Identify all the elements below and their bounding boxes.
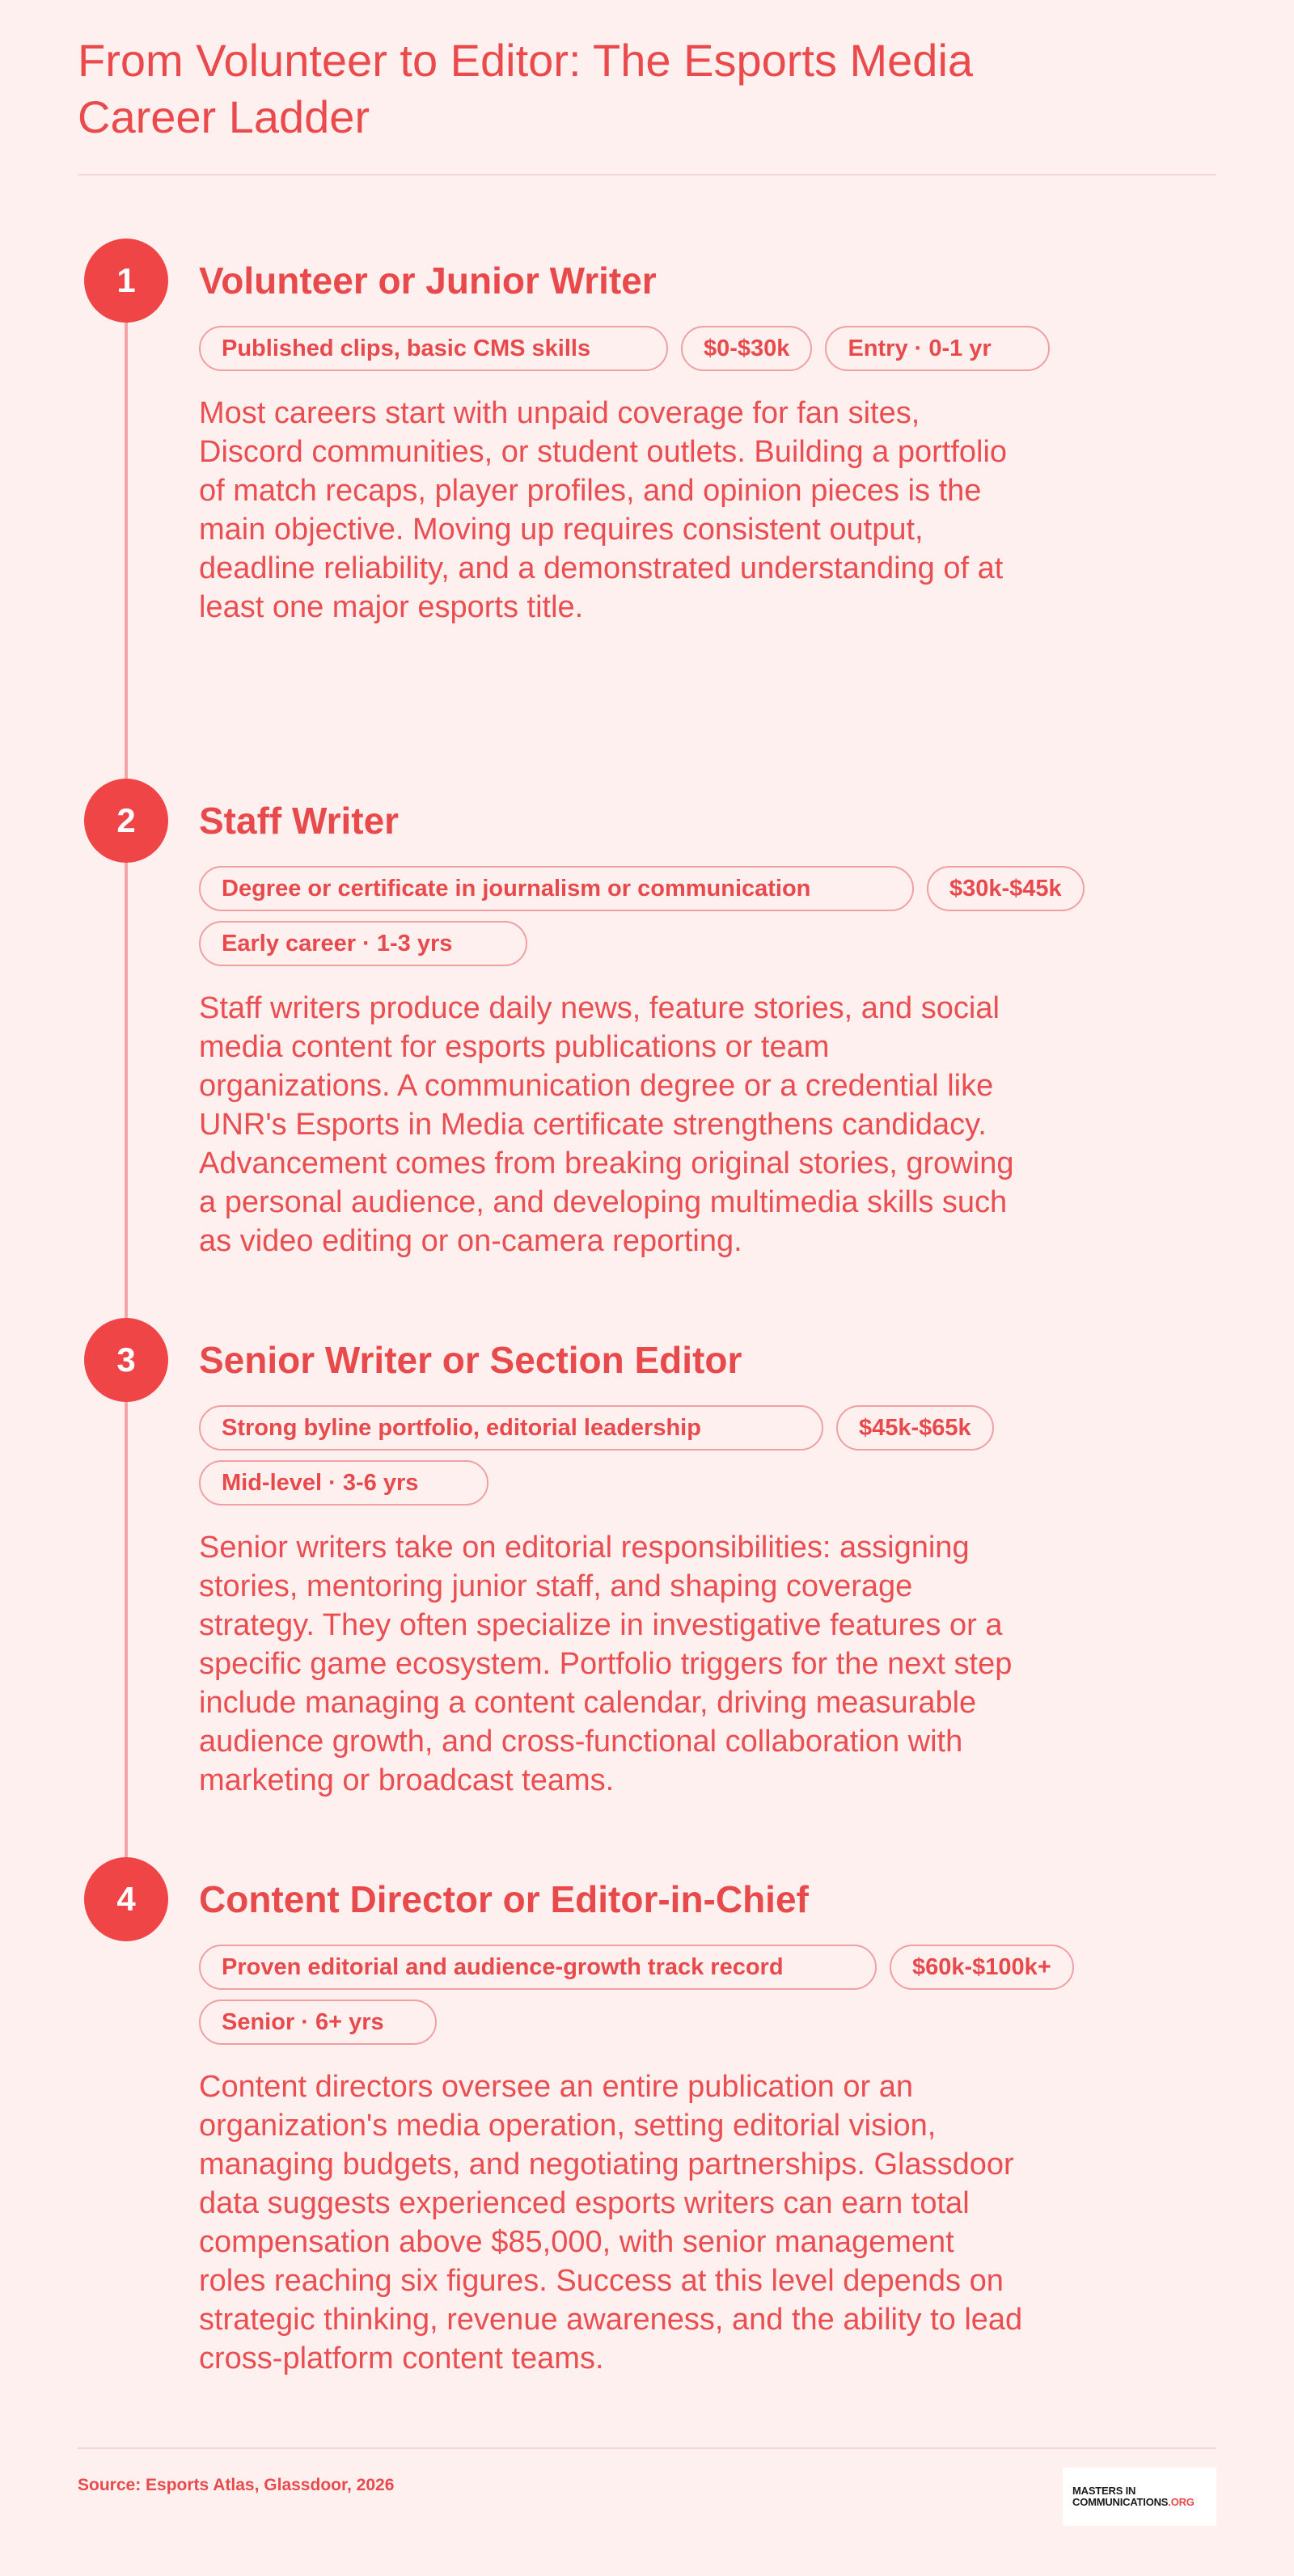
logo-line-1: MASTERS IN (1072, 2485, 1136, 2497)
step-tags (199, 1945, 1129, 2045)
step-number-badge: 4 (84, 1857, 168, 1941)
logo-line-2 (1072, 2497, 1216, 2508)
step-title: Senior Writer or Section Editor (199, 1339, 742, 1381)
level-tag: Early career · 1-3 yrs (199, 921, 527, 966)
step-body (199, 239, 1129, 627)
step-number-badge: 1 (84, 239, 168, 323)
brand-logo (1063, 2468, 1216, 2526)
level-tag: Mid-level · 3-6 yrs (199, 1460, 488, 1505)
step-number-badge: 2 (84, 779, 168, 863)
requirement-tag: Proven editorial and audience-growth track record (199, 1945, 877, 1990)
bottom-divider (78, 2447, 1216, 2449)
requirement-tag: Strong byline portfolio, editorial leadership (199, 1405, 823, 1451)
step-body (199, 779, 1129, 1261)
timeline-line (125, 279, 128, 1868)
salary-tag: $30k-$45k (927, 866, 1085, 911)
salary-tag: $60k-$100k+ (890, 1945, 1074, 1990)
step-tags (199, 326, 1129, 371)
step-description: Most careers start with unpaid coverage for fan sites, Discord communities, or student outlets. Building a portfolio of match recaps, player profiles, and opinion pieces is the main objective. Moving up requires consistent output, deadline reliability, and a demonstrated understanding of at least one major esports title. (199, 396, 1008, 624)
step-tags (199, 1405, 1129, 1505)
salary-tag: $0-$30k (681, 326, 812, 371)
step-title: Staff Writer (199, 800, 400, 842)
top-divider (78, 174, 1216, 175)
level-tag: Senior · 6+ yrs (199, 2000, 437, 2045)
logo-wordmark: COMMUNICATIONS (1072, 2496, 1169, 2508)
step-description: Content directors oversee an entire publication or an organization's media operation, setting editorial vision, managing budgets, and negotiating partnerships. Glassdoor data suggests experienced esports writers can earn total compensation above $85,000, with senior management roles reaching six figures. Success at this level depends on strategic thinking, revenue awareness, and the ability to lead cross-platform content teams. (199, 2070, 1023, 2375)
step-body (199, 1857, 1129, 2378)
requirement-tag: Published clips, basic CMS skills (199, 326, 668, 371)
salary-tag: $45k-$65k (836, 1405, 994, 1451)
step-number-badge: 3 (84, 1318, 168, 1402)
level-tag: Entry · 0-1 yr (825, 326, 1050, 371)
source-note: Source: Esports Atlas, Glassdoor, 2026 (78, 2476, 395, 2494)
step-description: Senior writers take on editorial responsibilities: assigning stories, mentoring junior staff, and shaping coverage strategy. They often specialize in investigative features or a specific game ecosystem. Portfolio triggers for the next step include managing a content calendar, driving measurable audience growth, and cross-functional collaboration with marketing or broadcast teams. (199, 1531, 1013, 1797)
step-body (199, 1318, 1129, 1800)
step-description: Staff writers produce daily news, feature stories, and social media content for esports publications or team organizations. A communication degree or a credential like UNR's Esports in Media certificate strengthens candidacy. Advancement comes from breaking original stories, growing a personal audience, and developing multimedia skills such as video editing or on-camera reporting. (199, 991, 1014, 1258)
infographic-page (78, 0, 1216, 2576)
step-title: Volunteer or Junior Writer (199, 260, 657, 302)
step-tags (199, 866, 1129, 966)
step-title: Content Director or Editor-in-Chief (199, 1878, 809, 1920)
logo-domain: .ORG (1168, 2496, 1195, 2508)
requirement-tag: Degree or certificate in journalism or communication (199, 866, 914, 911)
page-title: From Volunteer to Editor: The Esports Media Career Ladder (78, 35, 974, 142)
